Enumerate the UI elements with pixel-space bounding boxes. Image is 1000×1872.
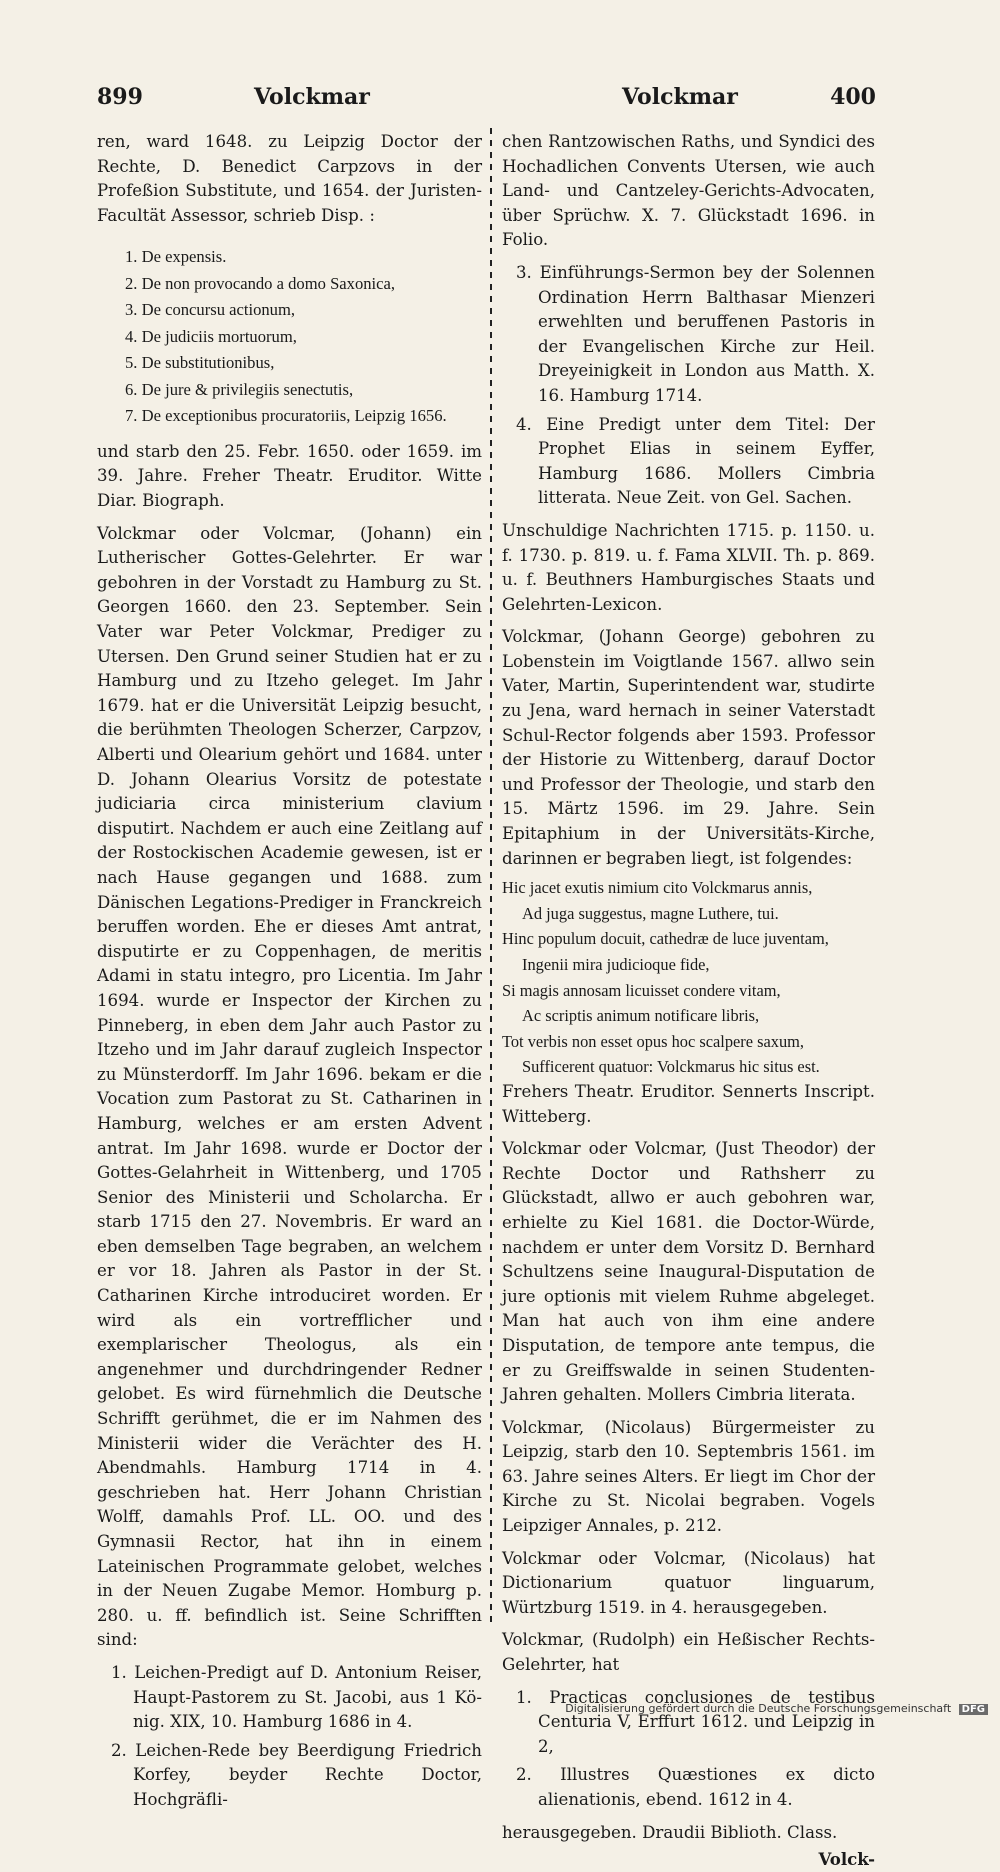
- right-column: [502, 130, 875, 1872]
- entry-volckmar-johann-george: Volckmar, (Johann George) gebohren zu Lobenstein im Voigtlande 1567. allwo sein Vater, Martin, Superintendent war, studirte zu Jena, ward hernach in seiner Vaterstadt Schul-Rector folgends aber 1593. Professor der Historie zu Wittenberg, darauf Doctor und Professor der Theologie, und starb den 15. Märtz 1596. im 29. Jahre. Sein Epitaphium in der Universitäts-Kirche, darinnen er begraben liegt, ist folgendes:: [502, 627, 875, 868]
- death-note: und starb den 25. Febr. 1650. oder 1659. im 39. Jahre. Freher Theatr. Eruditor. Witte Diar. Biograph.: [97, 441, 482, 511]
- list-item: 4. Eine Predigt unter dem Titel: Der Prophet Elias in seinem Eyffer, Hamburg 1686. Mollers Cimbria litterata. Neue Zeit. von Gel. Sachen.: [516, 414, 875, 508]
- column-divider: [490, 128, 492, 1628]
- epitaph-line: Ad juga suggestus, magne Luthere, tui.: [522, 903, 779, 923]
- credit-text: Digitalisierung gefördert durch die Deutsche Forschungsgemeinschaft: [565, 1702, 952, 1715]
- list-item: 5. De substitutionibus,: [125, 353, 275, 373]
- entry-continuation: ren, ward 1648. zu Leipzig Doctor der Rechte, D. Benedict Carpzovs in der Profeßion Substitute, und 1654. der Juristen-Facultät Assessor, schrieb Disp. :: [97, 132, 482, 225]
- running-head-right: Volckmar: [622, 84, 738, 110]
- catchword: Volck-: [818, 1849, 875, 1870]
- references: Unschuldige Nachrichten 1715. p. 1150. u. f. 1730. p. 819. u. f. Fama XLVII. Th. p. 869. u. f. Beuthners Hamburgisches Staats und Gelehrten-Lexicon.: [502, 520, 875, 614]
- epitaph-source: Frehers Theatr. Eruditor. Sennerts Inscript. Witteberg.: [502, 1081, 875, 1126]
- list-item: 6. De jure & privilegiis senectutis,: [125, 379, 354, 399]
- digitization-credit: [565, 1702, 988, 1715]
- epitaph-line: Si magis annosam licuisset condere vitam,: [502, 980, 781, 1000]
- page-number-right: 400: [830, 84, 876, 110]
- disputation-list: [125, 244, 482, 430]
- list-item: 2. Illustres Quæstiones ex dicto alienationis, ebend. 1612 in 4.: [516, 1765, 875, 1809]
- list-item: 7. De exceptionibus procuratoriis, Leipzig 1656.: [125, 406, 447, 426]
- list-item: 1. De expensis.: [125, 247, 227, 267]
- list-item: 4. De judiciis mortuorum,: [125, 326, 297, 346]
- epitaph-line: Tot verbis non esset opus hoc scalpere saxum,: [502, 1031, 805, 1051]
- dfg-logo: DFG: [959, 1704, 988, 1715]
- running-head-left: Volckmar: [254, 84, 370, 110]
- list-item: 2. De non provocando a domo Saxonica,: [125, 273, 396, 293]
- running-header: [97, 84, 876, 118]
- list-item: 2. Leichen-Rede bey Beerdigung Friedrich Korfey, beyder Rechte Doctor, Hochgräfli-: [111, 1740, 482, 1809]
- epitaph-line: Hinc populum docuit, cathedræ de luce juventam,: [502, 929, 829, 949]
- list-item: 3. De concursu actionum,: [125, 300, 296, 320]
- epitaph-line: Ac scriptis animum notificare libris,: [522, 1006, 760, 1026]
- entry-volckmar-rudolph: Volckmar, (Rudolph) ein Heßischer Rechts-Gelehrter, hat: [502, 1630, 875, 1675]
- epitaph: [502, 875, 875, 1080]
- list-item: 1. Practicas conclusiones de testibus Centuria V, Erffurt 1612. und Leipzig in 2,: [516, 1687, 875, 1756]
- entry-volckmar-just-theodor: Volckmar oder Volcmar, (Just Theodor) der Rechte Doctor und Rathsherr zu Glückstadt, allwo er auch gebohren war, erhielte zu Kiel 1681. die Doctor-Würde, nachdem er unter dem Vorsitz D. Bernhard Schultzens seine Inaugural-Disputation de jure optionis mit vielem Ruhme abgeleget. Man hat auch von ihm eine andere Disputation, de tempore ante tempus, die er zu Greiffswalde in seinen Studenten-Jahren gehalten. Mollers Cimbria literata.: [502, 1139, 875, 1405]
- list-item: 1. Leichen-Predigt auf D. Antonium Reiser, Haupt-Pastorem zu St. Jacobi, aus 1 Kö- nig. XIX, 10. Hamburg 1686 in 4.: [111, 1662, 482, 1732]
- epitaph-line: Sufficerent quatuor: Volckmarus hic situs est.: [522, 1057, 820, 1077]
- list-item: 3. Einführungs-Sermon bey der Solennen Ordination Herrn Balthasar Mienzeri erwehlten und beruffenen Pastoris in der Evangelischen Kirche zur Heil. Dreyeinigkeit in London aus Matth. X. 16. Hamburg 1714.: [516, 262, 875, 405]
- page-number-left: 899: [97, 84, 143, 110]
- epitaph-line: Hic jacet exutis nimium cito Volckmarus annis,: [502, 878, 813, 898]
- entry-volckmar-nicolaus-1: Volckmar, (Nicolaus) Bürgermeister zu Leipzig, starb den 10. Septembris 1561. im 63. Jahre seines Alters. Er liegt im Chor der Kirche zu St. Nicolai begraben. Vogels Leipziger Annales, p. 212.: [502, 1417, 875, 1536]
- epitaph-line: Ingenii mira judicioque fide,: [522, 955, 710, 974]
- rudolph-end: herausgegeben. Draudii Biblioth. Class.: [502, 1822, 838, 1842]
- left-column: [97, 130, 482, 1821]
- works-continuation: chen Rantzowischen Raths, und Syndici des Hochadlichen Convents Utersen, wie auch Land- und Cantzeley-Gerichts-Advocaten, über Sprüchw. X. 7. Glückstadt 1696. in Folio.: [502, 132, 875, 250]
- entry-volckmar-johann: Volckmar oder Volcmar, (Johann) ein Lutherischer Gottes-Gelehrter. Er war gebohren in der Vorstadt zu Hamburg zu St. Georgen 1660. den 23. September. Sein Vater war Peter Volckmar, Prediger zu Utersen. Den Grund seiner Studien hat er zu Hamburg und zu Itzeho geleget. Im Jahr 1679. hat er die Universität Leipzig besucht, die berühmten Theologen Scherzer, Carpzov, Alberti und Olearium gehört und 1684. unter D. Johann Olearius Vorsitz de potestate judiciaria circa ministerium clavium disputirt. Nachdem er auch eine Zeitlang auf der Rostockischen Academie gewesen, ist er nach Hause gegangen und 1688. zum Dänischen Legations-Prediger in Franckreich beruffen worden. Ehe er dieses Amt antrat, disputirte er zu Coppenhagen, de meritis Adami in statu integro, pro Licentia. Im Jahr 1694. wurde er Inspector der Kirchen zu Pinneberg, in eben dem Jahr auch Pastor zu Itzeho und im Jahr darauf zugleich Inspector zu Münsterdorff. Im Jahr 1696. bekam er die Vocation zum Pastorat zu St. Catharinen in Hamburg, welches er am ersten Advent antrat. Im Jahr 1698. wurde er Doctor der Gottes-Gelahrheit in Wittenberg, und 1705 Senior des Ministerii und Scholarcha. Er starb 1715 den 27. Novembris. Er ward an eben demselben Tage begraben, an welchem er vor 18. Jahren als Pastor in der St. Catharinen Kirche introduciret worden. Er wird als ein vortrefflicher und exemplarischer Theologus, als ein angenehmer und durchdringender Redner gelobet. Es wird fürnehmlich die Deutsche Schrifft gerühmet, die er im Nahmen des Ministerii wider die Verächter des H. Abendmahls. Hamburg 1714 in 4. geschrieben hat. Herr Johann Christian Wolff, damahls Prof. LL. OO. und des Gymnasii Rector, hat ihn in einem Lateinischen Programmate gelobet, welches in der Neuen Zugabe Memor. Homburg p. 280. u. ff. befindlich ist. Seine Schrifften sind:: [97, 523, 482, 1650]
- entry-volckmar-nicolaus-2: Volckmar oder Volcmar, (Nicolaus) hat Dictionarium quatuor linguarum, Würtzburg 1519. in 4. herausgegeben.: [502, 1548, 875, 1617]
- works-list: [97, 1661, 482, 1813]
- works-list-continued: [502, 261, 875, 511]
